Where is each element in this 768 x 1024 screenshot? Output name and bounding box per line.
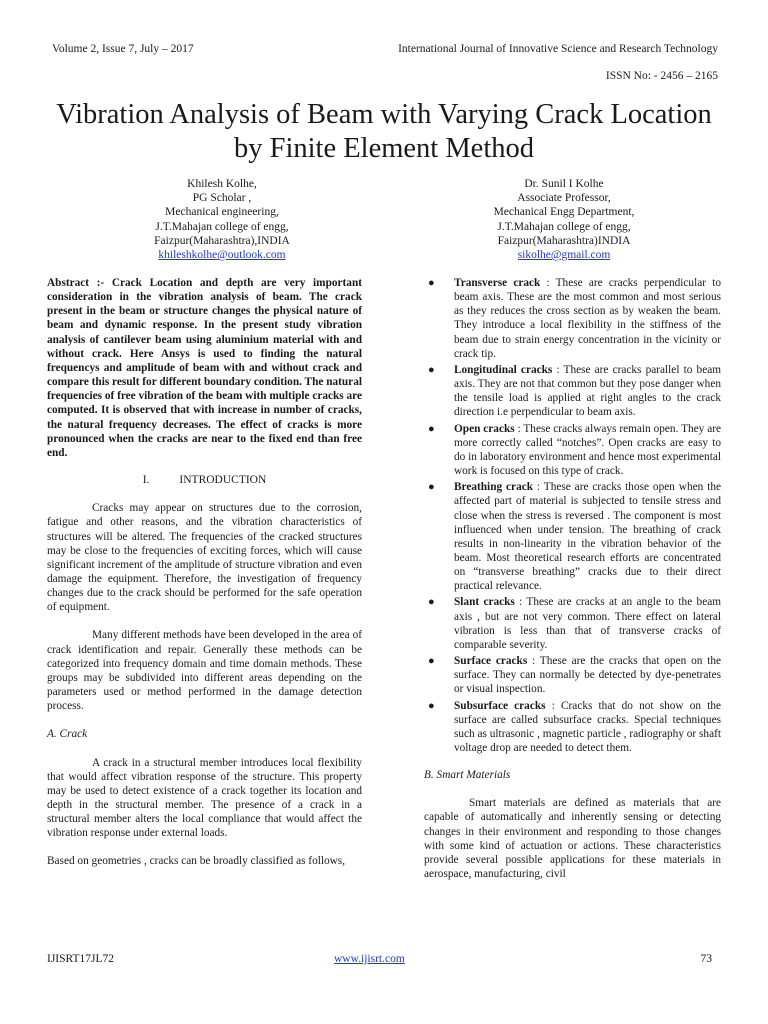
list-item [424,654,721,696]
crack-type-text: : These are cracks those open when the affected part of material is subjected to tensile stress and close when the stress is reversed . The component is most influenced when under tension. The breathing of crack results in non-linearity in the vibration behavior of the beam. Most theoretical research efforts are concentrated on “transverse breathing” cracks due to their direct practical relevance. [454,481,721,593]
author-email-link[interactable]: khileshkolhe@outlook.com [158,249,286,262]
paragraph: Many different methods have been developed in the area of crack identification and repair. Generally these methods can be categorized into frequency domain and time domain methods. These groups may be subdivided into different areas depending on the parameters used or method performed in the damage detection process. [47,629,362,713]
issn: ISSN No: - 2456 – 2165 [605,70,718,82]
bullet-icon: ● [428,422,435,435]
list-item [424,422,721,479]
bullet-icon: ● [428,363,435,376]
paragraph: Based on geometries , cracks can be broadly classified as follows, [47,855,346,868]
section-title: INTRODUCTION [179,474,267,487]
crack-type-name: Longitudinal cracks [454,363,553,376]
author-line: PG Scholar , [192,192,252,205]
paragraph: A crack in a structural member introduces local flexibility that would affect vibration response of the structure. This property may be used to detect existence of a crack together its location and depth in the structural member. The presence of a crack in a structural member alters the local compliance that would affect the vibration response under external loads. [47,756,362,840]
author-line: J.T.Mahajan college of engg, [497,220,631,233]
bullet-icon: ● [428,655,435,668]
list-item [424,363,721,420]
subsection-heading-smart-materials: B. Smart Materials [424,769,511,782]
bullet-icon: ● [428,481,435,494]
section-heading-introduction [47,473,362,487]
section-number: I. [142,474,150,487]
author-email-link[interactable]: sikolhe@gmail.com [517,249,611,262]
crack-type-text: : These are cracks parallel to beam axis. They are not that common but they pose danger when the tensile load is applied at right angles to the crack direction i.e perpendicular to beam axis. [454,363,722,419]
crack-type-text: : These are cracks at an angle to the beam axis , but are not very common. There effect on lateral vibration is less than that of transverse cracks of comparable severity. [454,596,722,651]
crack-type-text: : These are the cracks that open on the surface. They can normally be detected by dye-penetrates or visual inspection. [454,655,721,696]
crack-type-name: Slant cracks [454,596,515,609]
author-line: Mechanical Engg Department, [493,206,635,219]
author-block-2 [434,177,694,262]
author-line: Khilesh Kolhe, [187,178,257,190]
crack-type-text: : These cracks always remain open. They are more correctly called “notches”. Open cracks are easy to do in laboratory environment and hence most experimental work is focused on this type of crack. [454,422,722,478]
list-item [424,276,721,361]
paragraph: Smart materials are defined as materials that are capable of automatically and inherently sensing or detecting changes in their environment and responding to those changes with some kind of actuation or actions. These characteristics provide several possible applications for these materials in aerospace, manufacturing, civil [424,797,721,881]
subsection-heading-crack: A. Crack [47,728,88,741]
list-item [424,699,721,756]
left-column [47,276,362,883]
crack-type-name: Open cracks [454,422,515,435]
crack-type-name: Breathing crack [454,481,534,494]
bullet-icon: ● [428,699,435,712]
journal-url-link[interactable]: www.ijisrt.com [334,953,405,965]
author-line: Faizpur(Maharashtra),INDIA [154,234,290,247]
author-line: Faizpur(Maharashtra)INDIA [497,234,631,247]
list-item [424,595,721,652]
author-line: J.T.Mahajan college of engg, [155,220,289,233]
bullet-icon: ● [428,596,435,609]
crack-type-name: Subsurface cracks [454,699,546,712]
paper-id: IJISRT17JL72 [47,953,115,965]
crack-type-name: Surface cracks [454,655,528,668]
crack-type-text: : Cracks that do not show on the surface are called subsurface cracks. Special techniques such as ultrasonic , magnetic particle , radiography or shaft voltage drop are needed to detect them. [454,699,721,754]
right-column [424,276,721,895]
volume-info: Volume 2, Issue 7, July – 2017 [52,43,194,55]
crack-type-name: Transverse crack [454,277,541,289]
page-number: 73 [700,953,712,965]
author-line: Mechanical engineering, [165,206,279,219]
abstract: Abstract :- Crack Location and depth are very important consideration in the vibration analysis of beam. The crack present in the beam or structure changes the physical nature of beam and dynamic response. In the present study vibration analysis of cantilever beam using aluminium material with and without crack. Here Ansys is used to finding the natural frequencys and amplitude of beam with and without crack and compare this result for different boundary condition. The natural frequencies of free vibration of the beam with multiple cracks are computed. It is observed that with increase in number of cracks, the natural frequency decreases. The effect of cracks is more pronounced when the cracks are near to the fixed end than free end. [47,277,363,459]
bullet-icon: ● [428,277,435,289]
author-line: Associate Professor, [517,192,611,205]
crack-type-text: : These are cracks perpendicular to beam axis. These are the most common and most serious as they reduces the cross section as by weaken the beam. They introduce a local flexibility in the stiffness of the beam due to strain energy concentration in the vicinity or crack tip. [454,277,721,360]
list-item [424,480,721,593]
journal-name: International Journal of Innovative Science and Research Technology [398,43,718,55]
crack-types-list [424,276,721,755]
author-line: Dr. Sunil I Kolhe [524,178,604,190]
author-block-1 [92,177,352,262]
paper-title: Vibration Analysis of Beam with Varying Crack Location by Finite Element Method [56,99,712,164]
paragraph: Cracks may appear on structures due to the corrosion, fatigue and other reasons, and the vibration characteristics of structures will be altered. The frequencies of the cracked structures may be close to the frequencies of exciting forces, which will cause significant increment of the amplitude of structure vibration and even damage the equipment. Therefore, the investigation of frequency changes due to the crack should be performed for the safe operation of equipment. [47,502,362,614]
